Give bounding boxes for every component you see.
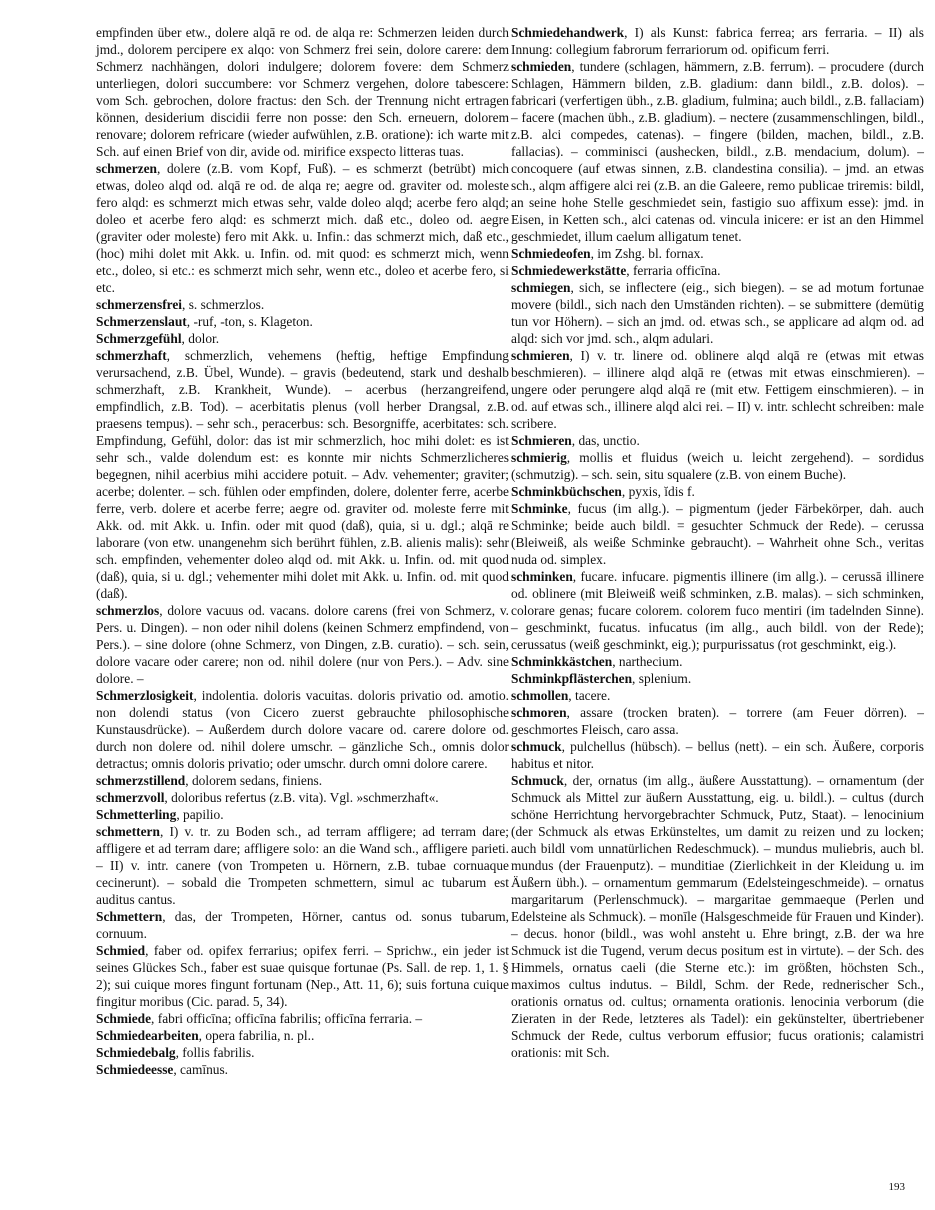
entry-schmerzstillend: schmerzstillend, dolorem sedans, finiens.	[96, 773, 323, 788]
entry-schminken: schminken, fucare. infucare. pigmentis illinere (im allg.). – cerussā illinere od. oblinere (mit Bleiweiß weiß schminken, z.B. malas). – sich schminken, colorare genas; fucare colorem. colorem fuco mentiri (im tadelnden Sinne). – geschminkt, fucatus. infucatus (im allg., auch bildl. von der Rede); cerussatus (weiß geschminkt, eig.); purpurissatus (rot geschminkt, eig.).	[511, 569, 924, 652]
entry-schmiedeesse: Schmiedeesse, camīnus.	[96, 1062, 229, 1077]
entry-schminkbuechschen: Schminkbüchschen, pyxis, ĭdis f.	[511, 484, 695, 499]
entry-schmiedeofen: Schmiedeofen, im Zshg. bl. fornax.	[511, 246, 704, 261]
entry-schmiedehandwerk: Schmiedehandwerk, I) als Kunst: fabrica ferrea; ars ferraria. – II) als Innung: collegium fabrorum ferrariorum od. opificum ferri.	[511, 25, 924, 57]
entry-empfinden-continued: empfinden über etw., dolere alqā re od. de alqa re: Schmerzen leiden durch jmd., dolorem percipere ex alqo: von Schmerz frei sein, dolore carere: dem Schmerz nachhängen, dolori indulgere; dolorem fovere: dem Schmerz unterliegen, dolori succumbere: vor Schmerz vergehen, dolore tabescere: vom Sch. gebrochen, dolore fractus: den Sch. der Trennung nicht ertragen können, desiderium discidii ferre non posse: den Sch. erneuern, dolorem renovare; dolorem refricare (wieder aufwühlen, z.B. oratione): ich warte mit Sch. auf einen Brief von dir, avide od. mirifice exspecto litteras tuas.	[96, 25, 509, 159]
left-column	[96, 24, 509, 1078]
entry-schmiede: Schmiede, fabri officīna; officīna fabrilis; officīna ferraria. –	[96, 1011, 423, 1026]
entry-schminkpflaesterchen: Schminkpflästerchen, splenium.	[511, 671, 692, 686]
entry-schmieren-das: Schmieren, das, unctio.	[511, 433, 640, 448]
entry-schmettern: schmettern, I) v. tr. zu Boden sch., ad terram affligere; ad terram dare; affligere et ad terram dare; affligere solo: an die Wand sch., affligere parieti. – II) v. intr. canere (von Trompeten u. Hörnern, z.B. tubae cornuaque cecinerunt). – sobald die Trompeten schmettern, simul ac tubarum est auditus cantus.	[96, 824, 509, 907]
entry-schmerzgefuehl: Schmerzgefühl, dolor.	[96, 331, 220, 346]
entry-schmerzlosigkeit: Schmerzlosigkeit, indolentia. doloris vacuitas. doloris privatio od. amotio. non dolendi status (von Cicero zuerst gebrauchte philosophische Kunstausdrücke). – Außerdem durch dolore vacare od. carere dolore od. durch non dolere od. nihil dolere umschr. – gänzliche Sch., omnis dolor detractus; omnis doloris privatio; oder umschr. durch omni dolore carere.	[96, 688, 509, 771]
entry-schmiedewerkstaette: Schmiedewerkstätte, ferraria officīna.	[511, 263, 721, 278]
entry-schmiegen: schmiegen, sich, se inflectere (eig., sich biegen). – se ad motum fortunae movere (bildl., sich nach den Umständen richten). – se submittere (demütig tun vor Höhern). – sich an jmd. od. etwas sch., se applicare ad alqm od. ad alqd: sich vor jmd. sch., alqm adulari.	[511, 280, 924, 346]
entry-schmerzlos: schmerzlos, dolore vacuus od. vacans. dolore carens (frei von Schmerz, v. Pers. u. Dingen). – non oder nihil dolens (keinen Schmerz empfindend, von Pers.). – sine dolore (ohne Schmerz, von Dingen, z.B. curatio). – sch. sein, dolore vacare oder carere; non od. nihil dolere (nur von Pers.). – Adv. sine dolore. –	[96, 603, 509, 686]
entry-schminke: Schminke, fucus (im allg.). – pigmentum (jeder Färbekörper, dah. auch Schminke; beide auch bildl. = gesuchter Schmuck der Rede). – cerussa (Bleiweiß, als weiße Schminke gebraucht). – Wahrheit ohne Sch., veritas nuda od. simplex.	[511, 501, 924, 567]
entry-schmetterling: Schmetterling, papilio.	[96, 807, 224, 822]
entry-schmieden: schmieden, tundere (schlagen, hämmern, z.B. ferrum). – procudere (durch Schlagen, Hämmern bilden, z.B. gladium: dann bildl., z.B. dolos). – fabricari (verfertigen übh., z.B. gladium, fulmina; auch bildl., z.B. fallaciam) – facere (machen übh., z.B. gladium). – nectere (zusammenschlingen, bildl., z.B. alci compedes, catenas). – fingere (bilden, machen, bildl., z.B. fallacias). – comminisci (aushecken, bildl., z.B. mendacium, dolum). – concoquere (auf etwas sinnen, z.B. clandestina consilia). – jmd. an etwas sch., alqm affigere alci rei (z.B. an die Galeere, remo publicae triremis: bildl, an seine hohe Stelle geschmiedet sein, fastigio suo affixum esse): jmd. in Eisen, in Ketten sch., alci catenas od. vincula inicere: er ist an den Himmel geschmiedet, illum caelum alligatum tenet.	[511, 59, 924, 244]
entry-schmiedebalg: Schmiedebalg, follis fabrilis.	[96, 1045, 255, 1060]
entry-schmuck-adj: schmuck, pulchellus (hübsch). – bellus (nett). – ein sch. Äußere, corporis habitus et nitor.	[511, 739, 924, 771]
entry-schmettern-das: Schmettern, das, der Trompeten, Hörner, cantus od. sonus tubarum, cornuum.	[96, 909, 509, 941]
page-number: 193	[888, 1181, 905, 1193]
entry-schmerzenslaut: Schmerzenslaut, -ruf, -ton, s. Klageton.	[96, 314, 313, 329]
entry-schminkkaestchen: Schminkkästchen, narthecium.	[511, 654, 683, 669]
entry-schmerzen: schmerzen, dolere (z.B. vom Kopf, Fuß). – es schmerzt (betrübt) mich etwas, doleo alqd od. alqā re od. de alqa re; aegre od. graviter od. moleste fero alqd: es schmerzt mich etwas sehr, valde doleo alqd; acerbe fero alqd; doleo et acerbe fero alqd: es schmerzt mich. daß etc., doleo od. aegre (graviter oder moleste) fero mit Akk. u. Infin.: das schmerzt mich, daß etc., (hoc) mihi dolet mit Akk. u. Infin. od. mit quod: es schmerzt mich, wenn etc., doleo, si etc.: es schmerzt mich sehr, wenn etc., doleo et acerbe fero, si etc.	[96, 161, 509, 295]
entry-schmiedearbeiten: Schmiedearbeiten, opera fabrilia, n. pl..	[96, 1028, 315, 1043]
right-column	[511, 24, 924, 1061]
entry-schmerzensfrei: schmerzensfrei, s. schmerzlos.	[96, 297, 265, 312]
entry-schmieren: schmieren, I) v. tr. linere od. oblinere alqd alqā re (etwas mit etwas beschmieren). – illinere alqd alqā re (etwas mit etwas einschmieren). – ungere oder perungere alqd alqā re (mit etw. Fettigem einschmieren). – in od. auf etwas sch., illinere alqd alci rei. – II) v. intr. schlecht schreiben: male scribere.	[511, 348, 924, 431]
entry-schmollen: schmollen, tacere.	[511, 688, 611, 703]
entry-schmerzvoll: schmerzvoll, doloribus refertus (z.B. vita). Vgl. »schmerzhaft«.	[96, 790, 439, 805]
entry-schmuck-noun: Schmuck, der, ornatus (im allg., äußere Ausstattung). – ornamentum (der Schmuck als Mittel zur äußern Ausstattung, eig. u. bildl.). – cultus (durch schöne Herrichtung hervorgebrachter Schmuck, Putz, Staat). – lenocinium (der Schmuck als etwas Erkünsteltes, um damit zu reizen und zu locken; auch bildl vom unnatürlichen Redeschmuck). – mundus muliebris, auch bl. mundus (der Frauenputz). – munditiae (Zierlichkeit in der Kleidung u. im Äußern übh.). – ornamentum gemmarum (Edelsteingeschmeide). – ornatus margaritarum (Perlenschmuck). – margaritae gemmaeque (Perlen und Edelsteine als Schmuck). – monīle (Halsgeschmeide für Frauen und Kinder). – decus. honor (bildl., was wohl ansteht u. Ehre bringt, z.B. der wa hre Schmuck ist die Tugend, verum decus positum est in virtute). – der Sch. des Himmels, ornatus caeli (die Sterne etc.): im größten, höchsten Sch., maximos cultus indutus. – Bildl, Schm. der Rede, rednerischer Sch., orationis ornatus od. cultus; ornamenta orationis. lenocinia verborum (die Zieraten in der Rede, letzteres als Tadel): ein gekünstelter, übertriebener Schmuck der Rede, cultus verborum effusior; fucus orationis; calamistri orationis: mit Sch.	[511, 773, 924, 1060]
entry-schmierig: schmierig, mollis et fluidus (weich u. leicht zergehend). – sordidus (schmutzig). – sch. sein, situ squalere (z.B. von einem Buche).	[511, 450, 924, 482]
entry-schmied: Schmied, faber od. opifex ferrarius; opifex ferri. – Sprichw., ein jeder ist seines Glückes Sch., faber est suae quisque fortunae (Ps. Sall. de rep. 1, 1. § 2); sui cuique mores fingunt fortunam (Nep., Att. 11, 6); suis fortuna cuique fingitur moribus (Cic. parad. 5, 34).	[96, 943, 509, 1009]
entry-schmoren: schmoren, assare (trocken braten). – torrere (am Feuer dörren). – geschmortes Fleisch, caro assa.	[511, 705, 924, 737]
entry-schmerzhaft: schmerzhaft, schmerzlich, vehemens (heftig, heftige Empfindung verursachend, z.B. Übel, Wunde). – gravis (bedeutend, stark und deshalb schmerzhaft, z.B. Krankheit, Wunde). – acerbus (herzangreifend, empfindlich, z.B. Tod). – acerbitatis plenus (voll herber Drangsal, z.B. praesens tempus). – sehr sch., peracerbus: sch. Besorgniffe, acerbitates: sch. Empfindung, Gefühl, dolor: das ist mir schmerzlich, hoc mihi dolet: es ist sehr sch., valde dolendum est: es konnte mir nichts Schmerzlicheres begegnen, nihil acerbius mihi accidere potuit. – Adv. vehementer; graviter; acerbe; dolenter. – sch. fühlen oder empfinden, dolere, dolenter ferre, acerbe ferre, verb. dolere et acerbe ferre; aegre od. graviter od. moleste ferre mit Akk. od. mit Akk. u. Infin. oder mit quod (daß), quia, si u. dgl.; alqā re laborare (von etw. unangenehm sich berührt fühlen, z.B. alienis malis): sehr sch. empfinden, vehementer doleo alqd od. mit Akk. u. Infin. od. mit quod (daß), quia, si u. dgl.; vehementer mihi dolet mit Akk. u. Infin. od. mit quod (daß).	[96, 348, 509, 601]
